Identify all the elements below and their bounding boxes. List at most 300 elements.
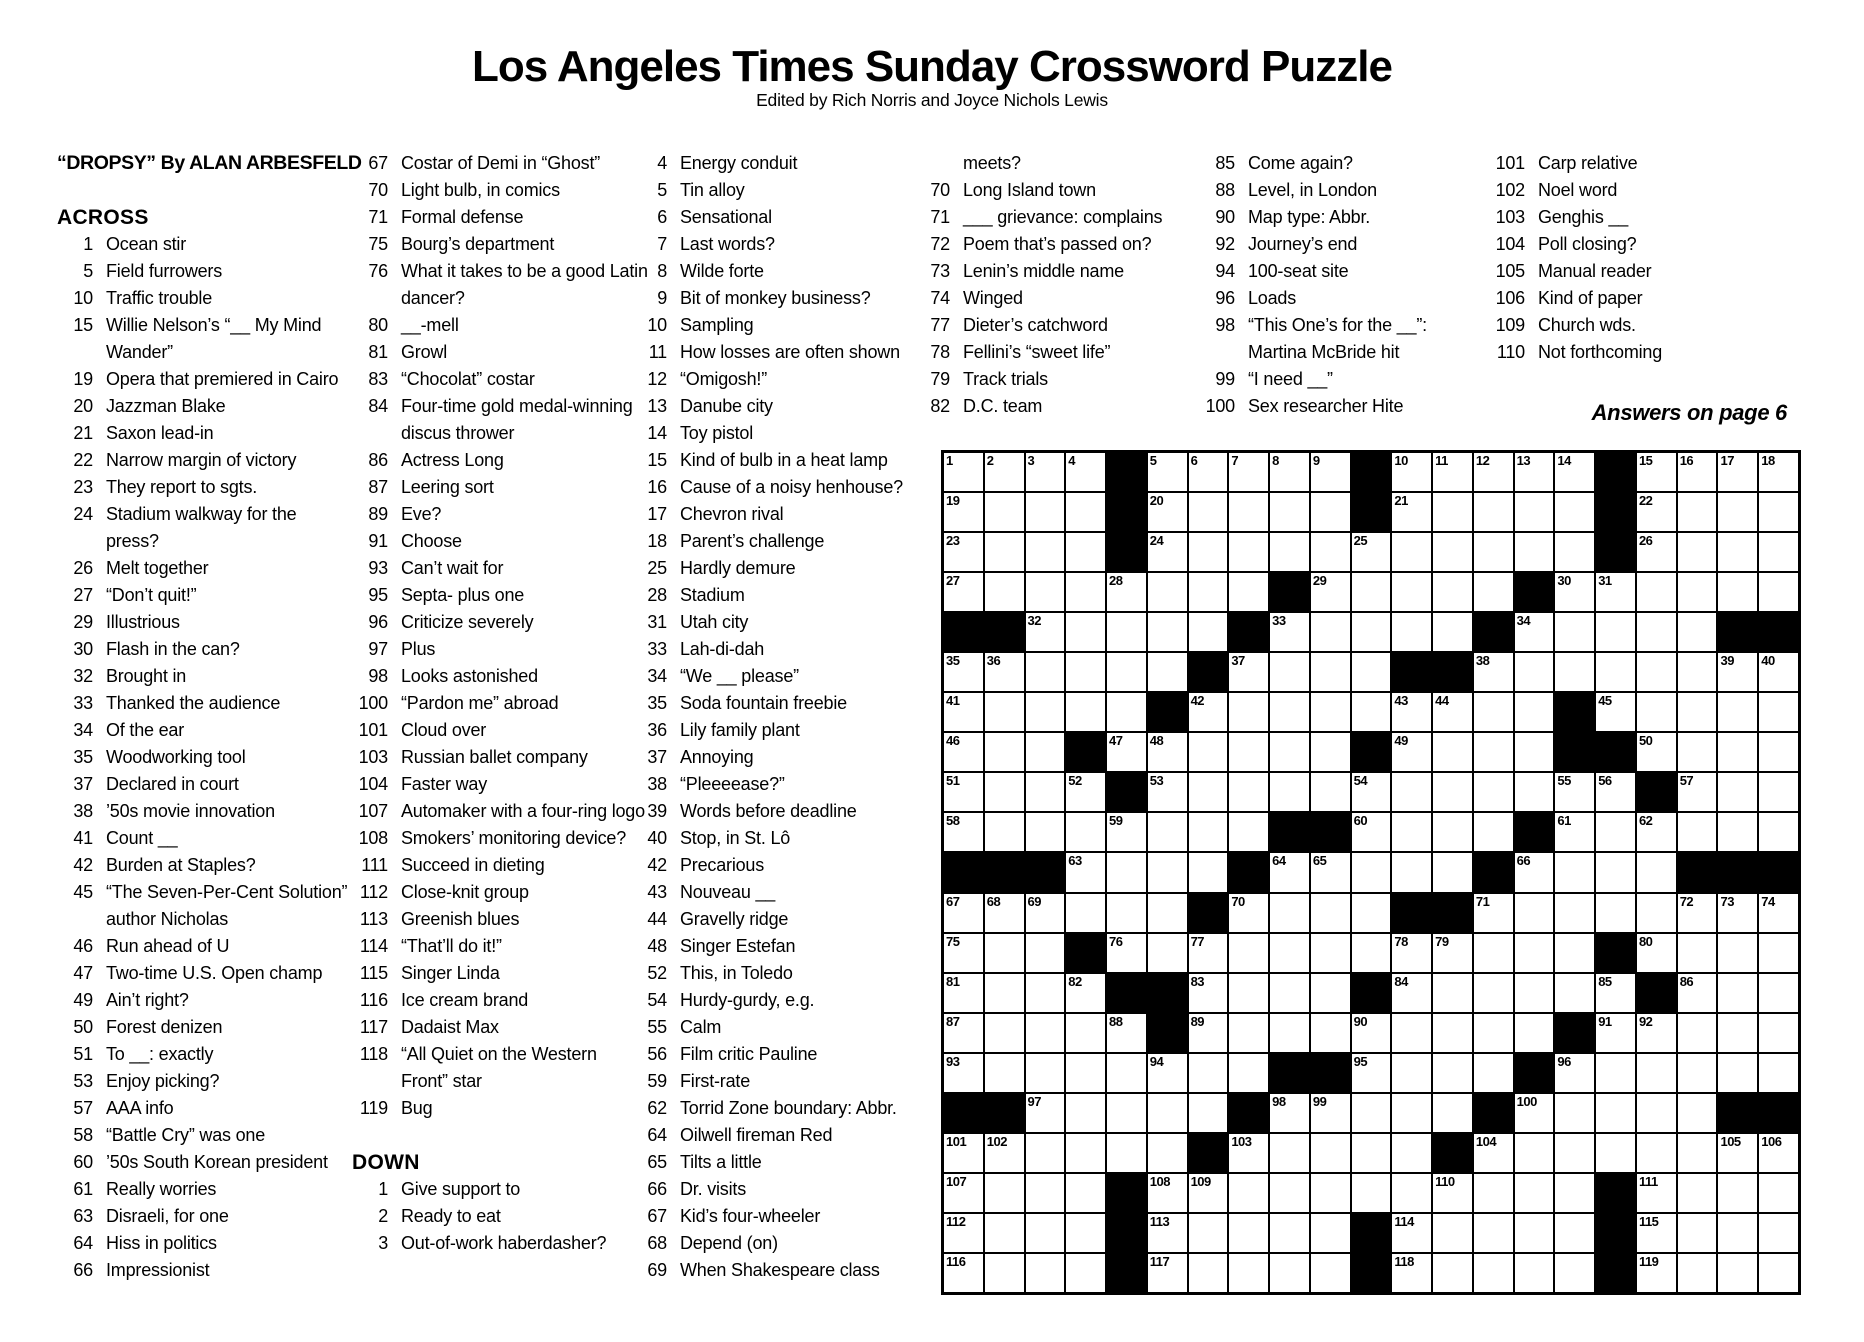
grid-cell (1433, 1254, 1472, 1292)
grid-cell (1718, 894, 1757, 932)
clue-number: 15 (647, 450, 667, 470)
clue-text: Tilts a little (680, 1152, 762, 1172)
grid-cell (1270, 1174, 1309, 1212)
grid-cell (1392, 1254, 1431, 1292)
clue-number: 66 (647, 1179, 667, 1199)
cell-number: 96 (1557, 1053, 1571, 1069)
cell-number: 92 (1638, 1013, 1653, 1029)
grid-cell-black (1433, 653, 1472, 691)
grid-cell-black (1474, 1094, 1513, 1132)
clue-number: 108 (358, 828, 388, 848)
grid-cell (1189, 1014, 1228, 1052)
clue-text: “Omigosh!” (680, 369, 768, 389)
clue-down-96 (1199, 285, 1467, 312)
clue-down-55 (631, 1014, 930, 1041)
clue-text: Actress Long (401, 450, 504, 470)
grid-cell (1433, 613, 1472, 651)
grid-cell (1189, 1094, 1228, 1132)
grid-cell (1596, 773, 1635, 811)
grid-cell (1189, 733, 1228, 771)
grid-cell (985, 1174, 1024, 1212)
grid-cell-black (1066, 934, 1105, 972)
clue-text: Soda fountain freebie (680, 693, 847, 713)
grid-cell (1311, 1214, 1350, 1252)
grid-cell (1107, 613, 1146, 651)
grid-cell (1474, 894, 1513, 932)
grid-cell (1718, 813, 1757, 851)
grid-cell (1352, 773, 1391, 811)
clue-number: 84 (368, 396, 388, 416)
clue-text: Narrow margin of victory (106, 450, 297, 470)
cell-number: 97 (1027, 1093, 1041, 1109)
clue-across-26 (57, 555, 350, 582)
cell-number: 99 (1312, 1093, 1327, 1109)
clue-across-81 (352, 339, 648, 366)
grid-cell (1148, 533, 1187, 571)
clue-across-53 (57, 1068, 350, 1095)
clue-number: 119 (359, 1098, 388, 1118)
grid-cell (944, 493, 983, 531)
grid-cell (944, 773, 983, 811)
clue-text: D.C. team (963, 396, 1043, 416)
grid-cell (1555, 853, 1594, 891)
cell-number: 98 (1272, 1093, 1286, 1109)
clue-down-38 (631, 771, 930, 798)
clue-down-104 (1489, 231, 1760, 258)
clue-number: 41 (73, 828, 93, 848)
clue-number: 50 (73, 1017, 93, 1037)
clue-text: Succeed in dieting (401, 855, 545, 875)
cell-number: 50 (1638, 733, 1653, 749)
cell-number: 53 (1149, 773, 1164, 789)
grid-cell (1352, 1174, 1391, 1212)
clue-text: Church wds. (1538, 315, 1636, 335)
clue-text: Map type: Abbr. (1248, 207, 1371, 227)
clue-number: 5 (657, 180, 667, 200)
clue-down-28 (631, 582, 930, 609)
grid-cell (1474, 1214, 1513, 1252)
grid-cell (1555, 653, 1594, 691)
clue-text: Illustrious (106, 612, 180, 632)
clue-across-96 (352, 609, 648, 636)
grid-cell (1270, 1014, 1309, 1052)
clue-number: 31 (647, 612, 667, 632)
grid-cell (1433, 1094, 1472, 1132)
cell-number: 107 (946, 1173, 967, 1189)
grid-cell (1515, 693, 1554, 731)
clue-text: Dr. visits (680, 1179, 747, 1199)
grid-cell (1718, 573, 1757, 611)
grid-cell (1678, 1014, 1717, 1052)
grid-cell-black (1352, 453, 1391, 491)
grid-cell (1107, 693, 1146, 731)
clue-across-63 (57, 1203, 350, 1230)
clue-text: Run ahead of U (106, 936, 230, 956)
grid-cell (985, 934, 1024, 972)
cell-number: 70 (1231, 893, 1245, 909)
clue-text: ’50s South Korean president (106, 1152, 328, 1172)
clue-number: 19 (73, 369, 93, 389)
grid-cell (985, 453, 1024, 491)
clue-down-92 (1199, 231, 1467, 258)
clue-number (914, 150, 950, 177)
grid-cell (1229, 1254, 1268, 1292)
clue-text: Dadaist Max (401, 1017, 499, 1037)
grid-cell (1759, 653, 1798, 691)
grid-cell-black (1759, 613, 1798, 651)
clue-down-2 (352, 1203, 648, 1230)
cell-number: 72 (1679, 893, 1694, 909)
clue-number: 53 (73, 1071, 93, 1091)
grid-cell (1066, 693, 1105, 731)
cell-number: 101 (946, 1133, 967, 1149)
clue-number: 69 (647, 1260, 667, 1280)
clue-text: Singer Estefan (680, 936, 796, 956)
grid-cell (1107, 1054, 1146, 1092)
clue-down-16 (631, 474, 930, 501)
cell-number: 28 (1109, 573, 1123, 589)
cell-number: 108 (1149, 1173, 1170, 1189)
across-header: ACROSS (57, 206, 149, 229)
clue-text: Can’t wait for (401, 558, 504, 578)
cell-number: 29 (1312, 573, 1327, 589)
grid-cell (1229, 533, 1268, 571)
clue-text: Cloud over (401, 720, 487, 740)
grid-cell (1678, 613, 1717, 651)
clue-text: Leering sort (401, 477, 494, 497)
grid-cell (1515, 1134, 1554, 1172)
cell-number: 89 (1190, 1013, 1205, 1029)
clue-text: What it takes to be a good Latin dancer? (401, 261, 648, 308)
clue-text: Septa- plus one (401, 585, 525, 605)
grid-cell (1270, 1094, 1309, 1132)
clue-down-48 (631, 933, 930, 960)
clue-text: Flash in the can? (106, 639, 240, 659)
puzzle-byline: “DROPSY” By ALAN ARBESFELD (57, 152, 362, 174)
grid-cell (1596, 573, 1635, 611)
clue-text: Gravelly ridge (680, 909, 789, 929)
cell-number: 46 (946, 733, 960, 749)
clue-down-6 (631, 204, 930, 231)
grid-cell (944, 453, 983, 491)
grid-cell (1311, 693, 1350, 731)
clue-down-100 (1199, 393, 1467, 420)
clue-down-74 (914, 285, 1190, 312)
clue-across-67 (352, 150, 648, 177)
clue-across-98 (352, 663, 648, 690)
cell-number: 83 (1190, 973, 1205, 989)
grid-cell (1148, 1054, 1187, 1092)
grid-cell (1148, 1174, 1187, 1212)
clue-text: Light bulb, in comics (401, 180, 560, 200)
grid-cell (1311, 934, 1350, 972)
clue-across-89 (352, 501, 648, 528)
clue-text: “We __ please” (680, 666, 799, 686)
cell-number: 116 (946, 1253, 966, 1269)
grid-cell (1270, 974, 1309, 1012)
clue-number: 98 (1215, 315, 1235, 335)
clue-number: 27 (73, 585, 93, 605)
grid-cell (985, 1054, 1024, 1092)
clue-text: Ice cream brand (401, 990, 529, 1010)
grid-cell (1066, 573, 1105, 611)
clue-text: Torrid Zone boundary: Abbr. (680, 1098, 897, 1118)
cell-number: 35 (946, 653, 960, 669)
grid-cell (1474, 773, 1513, 811)
grid-cell-black (1596, 533, 1635, 571)
grid-cell (1352, 1054, 1391, 1092)
grid-cell (1392, 1174, 1431, 1212)
clue-number: 66 (73, 1260, 93, 1280)
grid-cell-black (1759, 853, 1798, 891)
cell-number: 54 (1353, 773, 1368, 789)
clue-number: 1 (83, 234, 93, 254)
clue-text: Annoying (680, 747, 754, 767)
clue-down-4 (631, 150, 930, 177)
clue-text: 100-seat site (1248, 261, 1349, 281)
clue-text: AAA info (106, 1098, 174, 1118)
clue-across-71 (352, 204, 648, 231)
clue-across-117 (352, 1014, 648, 1041)
grid-cell (1148, 453, 1187, 491)
clue-number: 110 (1496, 342, 1525, 362)
clue-number: 42 (647, 855, 667, 875)
clue-number: 14 (647, 423, 667, 443)
clue-text: Film critic Pauline (680, 1044, 818, 1064)
grid-cell (1311, 1014, 1350, 1052)
grid-cell (1311, 493, 1350, 531)
clue-number: 100 (358, 693, 388, 713)
grid-cell (1026, 974, 1065, 1012)
grid-cell (1066, 1054, 1105, 1092)
clue-number: 11 (648, 342, 667, 362)
grid-cell-black (1352, 974, 1391, 1012)
clue-text: Precarious (680, 855, 765, 875)
clue-text: Smokers’ monitoring device? (401, 828, 627, 848)
clue-text: Words before deadline (680, 801, 857, 821)
clue-text: Eve? (401, 504, 442, 524)
grid-cell (1474, 573, 1513, 611)
grid-cell (1229, 1014, 1268, 1052)
clue-number: 89 (368, 504, 388, 524)
clue-text: Tin alloy (680, 180, 745, 200)
grid-cell (1678, 653, 1717, 691)
grid-cell (1352, 894, 1391, 932)
cell-number: 3 (1027, 453, 1035, 468)
clue-number: 36 (647, 720, 667, 740)
grid-cell (1392, 693, 1431, 731)
clue-across-58 (57, 1122, 350, 1149)
clue-number: 100 (1205, 396, 1235, 416)
grid-cell (1392, 773, 1431, 811)
clue-number: 82 (930, 396, 950, 416)
grid-cell (1718, 1254, 1757, 1292)
grid-cell (1515, 533, 1554, 571)
grid-cell (1515, 1094, 1554, 1132)
grid-cell (1555, 533, 1594, 571)
clue-down-11 (631, 339, 930, 366)
cell-number: 22 (1638, 493, 1653, 509)
cell-number: 110 (1435, 1173, 1455, 1189)
grid-cell-black (1189, 1134, 1228, 1172)
grid-cell (1270, 653, 1309, 691)
grid-cell (944, 813, 983, 851)
grid-cell-black (1189, 894, 1228, 932)
grid-cell-black (1352, 1254, 1391, 1292)
clue-text: Poll closing? (1538, 234, 1637, 254)
clue-number: 113 (359, 909, 388, 929)
cell-number: 47 (1109, 733, 1123, 749)
grid-cell (1678, 1174, 1717, 1212)
clue-down-1 (352, 1176, 648, 1203)
clue-down-71 (914, 204, 1190, 231)
cell-number: 27 (946, 573, 960, 589)
clue-text: “Pardon me” abroad (401, 693, 559, 713)
clue-text: Give support to (401, 1179, 521, 1199)
grid-cell-black (1107, 1214, 1146, 1252)
grid-cell (1596, 1054, 1635, 1092)
grid-cell (1637, 1134, 1676, 1172)
clue-number: 65 (647, 1152, 667, 1172)
grid-cell-black (1515, 573, 1554, 611)
clue-down-42 (631, 852, 930, 879)
clue-number: 67 (647, 1206, 667, 1226)
grid-cell (1555, 773, 1594, 811)
clue-number: 118 (359, 1044, 388, 1064)
grid-cell (1474, 1174, 1513, 1212)
grid-cell (1026, 533, 1065, 571)
clue-text: Jazzman Blake (106, 396, 226, 416)
clue-across-108 (352, 825, 648, 852)
grid-cell (1229, 1134, 1268, 1172)
clue-text: Noel word (1538, 180, 1618, 200)
grid-cell (944, 733, 983, 771)
grid-cell (1678, 493, 1717, 531)
cell-number: 56 (1598, 773, 1612, 789)
cell-number: 109 (1190, 1173, 1211, 1189)
grid-cell (1270, 493, 1309, 531)
clue-number: 54 (647, 990, 667, 1010)
cell-number: 6 (1190, 453, 1198, 468)
grid-cell (944, 533, 983, 571)
grid-cell (1433, 573, 1472, 611)
cell-number: 41 (946, 693, 960, 709)
cell-number: 106 (1761, 1133, 1782, 1149)
grid-cell-black (1311, 813, 1350, 851)
grid-cell (1759, 1054, 1798, 1092)
clue-number: 25 (647, 558, 667, 578)
grid-cell (1026, 1214, 1065, 1252)
grid-cell (1433, 1054, 1472, 1092)
clue-number: 74 (930, 288, 950, 308)
clue-down-88 (1199, 177, 1467, 204)
grid-cell (1637, 813, 1676, 851)
grid-cell (1066, 974, 1105, 1012)
grid-cell-black (1189, 653, 1228, 691)
clue-text: Level, in London (1248, 180, 1377, 200)
grid-cell (1392, 1094, 1431, 1132)
down-header: DOWN (352, 1151, 420, 1174)
clue-number: 73 (930, 261, 950, 281)
grid-cell (1352, 1134, 1391, 1172)
cell-number: 112 (946, 1213, 966, 1229)
grid-cell (1311, 653, 1350, 691)
grid-cell-black (1555, 693, 1594, 731)
grid-cell (1229, 974, 1268, 1012)
grid-cell-black (944, 853, 983, 891)
grid-cell (1637, 613, 1676, 651)
grid-cell (1392, 1054, 1431, 1092)
grid-cell (1189, 533, 1228, 571)
grid-cell (1026, 733, 1065, 771)
grid-cell (1311, 573, 1350, 611)
clue-number: 12 (647, 369, 667, 389)
grid-cell (1392, 453, 1431, 491)
clue-text: When Shakespeare class (680, 1260, 880, 1280)
cell-number: 79 (1435, 933, 1449, 949)
clue-number: 105 (1495, 261, 1525, 281)
clue-across-80 (352, 312, 648, 339)
grid-cell (1189, 773, 1228, 811)
clue-text: Calm (680, 1017, 722, 1037)
grid-cell (1066, 1214, 1105, 1252)
grid-cell (1189, 573, 1228, 611)
grid-cell (1066, 653, 1105, 691)
grid-cell (1759, 693, 1798, 731)
clue-number: 18 (647, 531, 667, 551)
grid-cell (1107, 573, 1146, 611)
grid-cell-black (1555, 733, 1594, 771)
grid-cell (1718, 1014, 1757, 1052)
clue-number: 67 (368, 153, 388, 173)
grid-cell (1189, 974, 1228, 1012)
grid-cell (1148, 653, 1187, 691)
clue-down-9 (631, 285, 930, 312)
clue-number: 104 (358, 774, 388, 794)
clue-text: Growl (401, 342, 448, 362)
cell-number: 61 (1557, 813, 1571, 829)
clue-number: 20 (73, 396, 93, 416)
grid-cell (1637, 1014, 1676, 1052)
grid-cell-black (1107, 453, 1146, 491)
clue-number: 37 (73, 774, 93, 794)
grid-cell (1392, 974, 1431, 1012)
clue-across-23 (57, 474, 350, 501)
grid-cell (1270, 1214, 1309, 1252)
cell-number: 65 (1312, 853, 1327, 869)
grid-cell (1392, 1214, 1431, 1252)
cell-number: 59 (1109, 813, 1123, 829)
clue-number: 29 (73, 612, 93, 632)
grid-cell (1596, 1094, 1635, 1132)
cell-number: 78 (1394, 933, 1408, 949)
cell-number: 20 (1149, 493, 1164, 509)
grid-cell (1474, 693, 1513, 731)
cell-number: 15 (1638, 453, 1653, 468)
grid-cell (1759, 813, 1798, 851)
grid-cell (1026, 493, 1065, 531)
grid-cell (1433, 693, 1472, 731)
cell-number: 91 (1598, 1013, 1612, 1029)
grid-cell (1555, 493, 1594, 531)
cell-number: 18 (1761, 453, 1775, 468)
clue-text: Of the ear (106, 720, 185, 740)
clue-text: First-rate (680, 1071, 751, 1091)
grid-cell (1229, 934, 1268, 972)
cell-number: 62 (1638, 813, 1653, 829)
cell-number: 88 (1109, 1013, 1123, 1029)
clue-number: 5 (83, 261, 93, 281)
